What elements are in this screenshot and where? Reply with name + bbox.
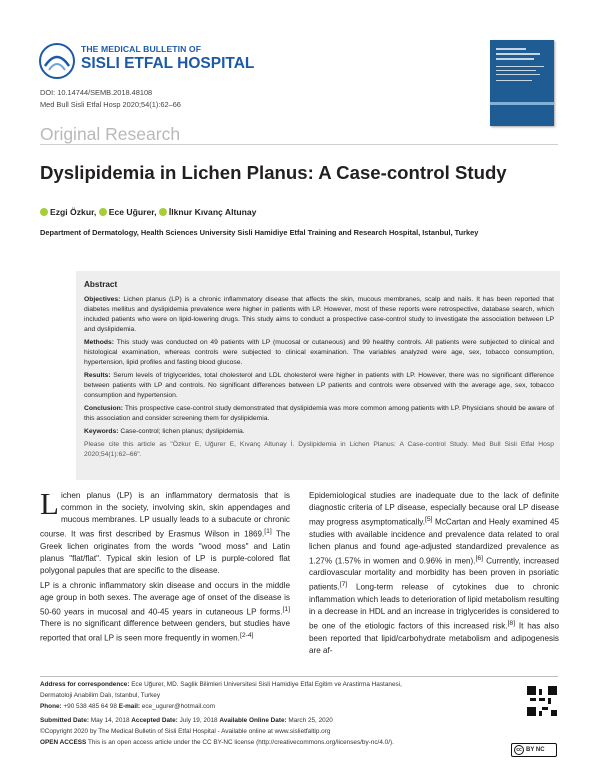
orcid-icon[interactable] — [159, 208, 167, 216]
abstract-methods: Methods: This study was conducted on 49 patients with LP (mucosal or cutaneous) and 99 healthy controls. All patients were subjected to clinical and histological examination, whereas controls were subjected to clinical examination. The variables analyzed were age, sex, tobacco consumption, hypertension, lipid profiles and fasting blood glucose. — [84, 339, 554, 366]
journal-name-line2: SISLI ETFAL HOSPITAL — [81, 55, 255, 72]
abstract-objectives: Objectives: Lichen planus (LP) is a chronic inflammatory disease that affects the skin, mucous membranes, scalp and nails. It has been reported that diabetes mellitus and dyslipidemia prevalence were higher in patients with LP. However, most of these reports were retrospective, database search, which included patients who were on lipid-lowering drugs. This study aims to conduct a prospective case-control study to investigate the association between LP and dyslipidemia. — [84, 296, 554, 333]
reference-link[interactable]: [5] — [424, 516, 433, 523]
cc-icon: cc — [514, 745, 524, 755]
reference-link[interactable]: [6] — [475, 554, 484, 562]
body-column-right — [309, 490, 559, 660]
correspondence-address: Address for correspondence: Ece Uğurer, MD. Saglik Bilimleri Universitesi Sisli Hamidiye Etfal Egitim ve Arastirma Hastanesi, — [40, 681, 402, 688]
orcid-icon[interactable] — [99, 208, 107, 216]
body-paragraph: LP is a chronic inflammatory skin disease and occurs in the middle age group in both sexes. The average age of onset of the disease is 50-60 years in mucosal and 40-45 years in cutaneous LP forms.[1] There is no significant difference between genders, but studies have reported that oral LP is seen more frequently in women.[2-4] — [40, 580, 290, 644]
body-column-left — [40, 486, 290, 648]
abstract-heading: Abstract — [84, 280, 118, 289]
abstract-box — [76, 271, 560, 480]
contact-line: Phone: +90 538 485 64 98 E-mail: ece_ugurer@hotmail.com — [40, 703, 216, 710]
correspondence-address-cont: Dermatoloji Anabilim Dalı, Istanbul, Turkey — [40, 692, 161, 699]
dropcap: L — [40, 486, 59, 521]
journal-name-line1: THE MEDICAL BULLETIN OF — [81, 44, 202, 54]
journal-cover-thumbnail — [490, 40, 554, 126]
doi[interactable]: DOI: 10.14744/SEMB.2018.48108 — [40, 88, 153, 97]
article-title: Dyslipidemia in Lichen Planus: A Case-control Study — [40, 162, 507, 183]
body-paragraph: Lichen planus (LP) is an inflammatory dermatosis that is common in the society, involving skin, skin appendages and mucous membranes. LP usually leads to a subacute or chronic course. It was first described by Erasmus Wilson in 1869.[1] The Greek lichen originates from the words "wood moss" and Latin planus "flat/flat". Typical skin lesion of LP is purple-colored flat polygonal papules that are specific to the disease. — [40, 486, 290, 575]
author-name: Ece Uğurer, — [108, 207, 157, 217]
body-paragraph: Epidemiological studies are inadequate due to the lack of definite diagnostic criteria of LP disease, especially because oral LP disease may progress asymptomatically.[5] McCartan and Healy examined 45 studies with available incidence and prevalence data related to oral lichen planus and found age-adjusted standardized prevalence as 1.27% (1.57% in women and 0.96% in men).[6] Currently, increased cardiovascular mortality and morbidity has been proven in psoriatic patients.[7] Long-term release of cytokines due to chronic inflammation which leads to deterioration of lipid metabolism resulting in a decrease in HDL and an increase in triglycerides is considered to be one of the etiologic factors of this increased risk.[8] It has also been reported that lipid/carbohydrate metabolism and adipogenesis are af- — [309, 491, 559, 655]
author-list — [40, 207, 256, 217]
footer-divider — [40, 676, 558, 677]
journal-emblem-icon — [37, 42, 77, 80]
copyright: ©Copyright 2020 by The Medical Bulletin of Sisli Etfal Hospital - Available online at www.sislietfaltip.org — [40, 728, 331, 735]
abstract-results: Results: Serum levels of triglycerides, total cholesterol and LDL cholesterol were higher in patients with LP. However, there was no significant difference between patients with LP and controls. No significant differences between LP patients and controls were observed with the average age, sex, tobacco consumption and hypertension. — [84, 372, 554, 399]
reference-link[interactable]: [8] — [507, 620, 516, 628]
cc-license-badge[interactable]: cc BY NC — [511, 743, 557, 757]
abstract-conclusion: Conclusion: This prospective case-control study demonstrated that dyslipidemia was more common among patients with LP. Physicians should be aware of this association and consider screening them for dyslipidemia. — [84, 405, 554, 422]
email-link[interactable]: ece_ugurer@hotmail.com — [140, 703, 216, 710]
author-name: İlknur Kıvanç Altunay — [168, 207, 257, 217]
qr-code-icon[interactable] — [527, 686, 557, 716]
affiliation: Department of Dermatology, Health Sciences University Sisli Hamidiye Etfal Training and Research Hospital, Istanbul, Turkey — [40, 228, 479, 237]
abstract-body — [84, 295, 554, 463]
reference-link[interactable]: [1] — [264, 528, 272, 535]
section-divider — [40, 144, 558, 145]
abstract-keywords: Keywords: Case-control; lichen planus; dyslipidemia. — [84, 428, 245, 435]
reference-link[interactable]: [2-4] — [239, 632, 254, 640]
reference-link[interactable]: [7] — [339, 581, 348, 589]
reference-link[interactable]: [1] — [282, 605, 290, 613]
orcid-icon[interactable] — [40, 208, 48, 216]
dates-line: Submitted Date: May 14, 2018 Accepted Date: July 19, 2018 Available Online Date: March 25, 2020 — [40, 717, 333, 724]
journal-citation: Med Bull Sisli Etfal Hosp 2020;54(1):62–66 — [40, 100, 181, 109]
author-name: Ezgi Özkur, — [50, 207, 97, 217]
cite-as-note: Please cite this article as "Özkur E, Uğurer E, Kıvanç Altunay İ. Dyslipidemia in Lichen Planus: A Case-control Study. Med Bull Sisli Etfal Hosp 2020;54(1):62–66". — [84, 441, 554, 458]
section-label: Original Research — [40, 124, 181, 144]
open-access-line: OPEN ACCESS This is an open access article under the CC BY-NC license (http://creativecommons.org/licenses/by-nc/4.0/). — [40, 739, 394, 746]
